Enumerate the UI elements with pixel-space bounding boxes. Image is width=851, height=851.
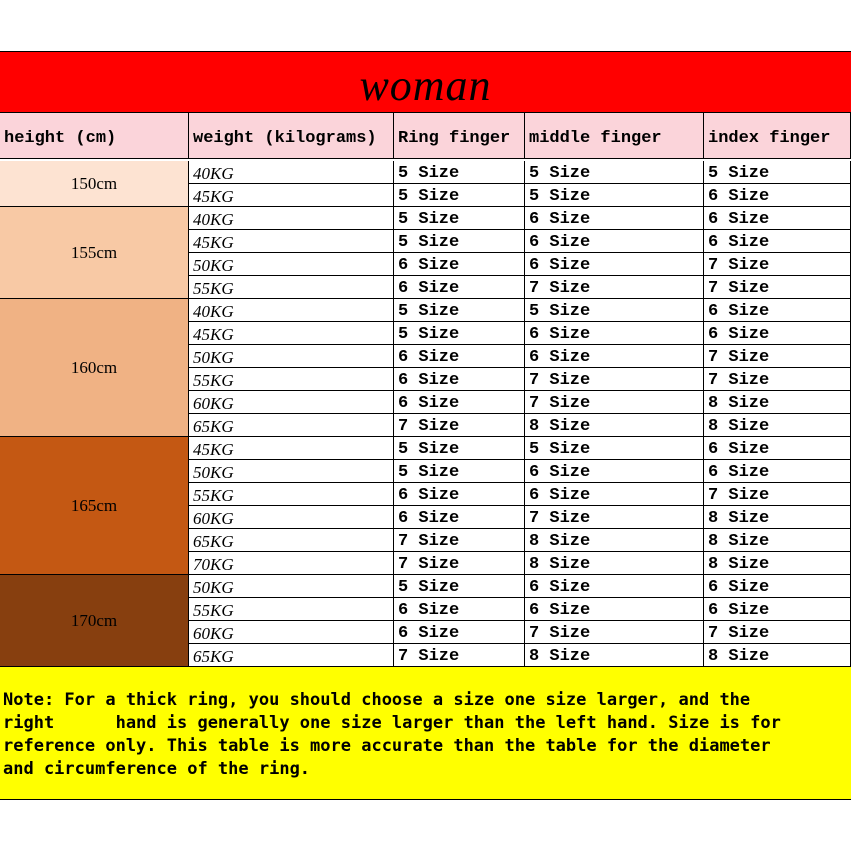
ring-finger-cell: 6 Size (394, 368, 525, 391)
weight-cell: 65KG (189, 529, 394, 552)
ring-finger-cell: 7 Size (394, 414, 525, 437)
index-finger-cell: 5 Size (704, 161, 851, 184)
index-finger-cell: 6 Size (704, 230, 851, 253)
ring-finger-cell: 7 Size (394, 529, 525, 552)
middle-finger-cell: 5 Size (525, 437, 704, 460)
weight-cell: 60KG (189, 506, 394, 529)
weight-cell: 70KG (189, 552, 394, 575)
index-finger-cell: 7 Size (704, 621, 851, 644)
index-finger-cell: 6 Size (704, 184, 851, 207)
table-row (189, 529, 851, 552)
height-group-cell: 160cm (0, 299, 189, 437)
index-finger-cell: 8 Size (704, 414, 851, 437)
index-finger-cell: 8 Size (704, 529, 851, 552)
ring-finger-cell: 5 Size (394, 207, 525, 230)
height-group-cell: 165cm (0, 437, 189, 575)
middle-finger-cell: 5 Size (525, 184, 704, 207)
ring-finger-cell: 5 Size (394, 184, 525, 207)
ring-finger-cell: 6 Size (394, 483, 525, 506)
ring-finger-cell: 6 Size (394, 598, 525, 621)
ring-finger-cell: 7 Size (394, 644, 525, 667)
table-row (189, 644, 851, 667)
middle-finger-cell: 5 Size (525, 161, 704, 184)
table-row (189, 552, 851, 575)
index-finger-cell: 6 Size (704, 299, 851, 322)
ring-finger-cell: 6 Size (394, 276, 525, 299)
chart-title: woman (359, 61, 492, 110)
table-row (189, 161, 851, 184)
height-group-cell: 150cm (0, 161, 189, 207)
weight-cell: 40KG (189, 299, 394, 322)
weight-cell: 50KG (189, 345, 394, 368)
middle-finger-cell: 6 Size (525, 460, 704, 483)
table-row (189, 506, 851, 529)
table-row (189, 207, 851, 230)
index-finger-cell: 7 Size (704, 276, 851, 299)
index-finger-cell: 6 Size (704, 437, 851, 460)
middle-finger-cell: 6 Size (525, 322, 704, 345)
weight-cell: 65KG (189, 644, 394, 667)
weight-cell: 55KG (189, 276, 394, 299)
index-finger-cell: 6 Size (704, 207, 851, 230)
middle-finger-cell: 8 Size (525, 414, 704, 437)
middle-finger-cell: 7 Size (525, 506, 704, 529)
weight-cell: 65KG (189, 414, 394, 437)
middle-finger-cell: 6 Size (525, 575, 704, 598)
weight-cell: 55KG (189, 598, 394, 621)
index-finger-cell: 7 Size (704, 253, 851, 276)
table-row (189, 483, 851, 506)
ring-finger-cell: 6 Size (394, 345, 525, 368)
table-row (189, 322, 851, 345)
header-index-finger: index finger (704, 113, 851, 159)
table-row (189, 253, 851, 276)
index-finger-cell: 6 Size (704, 598, 851, 621)
table-row (189, 598, 851, 621)
height-group-cell: 170cm (0, 575, 189, 667)
header-height: height (cm) (0, 113, 189, 159)
middle-finger-cell: 7 Size (525, 391, 704, 414)
middle-finger-cell: 6 Size (525, 345, 704, 368)
ring-finger-cell: 5 Size (394, 437, 525, 460)
weight-cell: 60KG (189, 391, 394, 414)
header-ring-finger: Ring finger (394, 113, 525, 159)
ring-finger-cell: 6 Size (394, 253, 525, 276)
ring-finger-cell: 5 Size (394, 322, 525, 345)
table-row (189, 621, 851, 644)
middle-finger-cell: 7 Size (525, 368, 704, 391)
middle-finger-cell: 6 Size (525, 483, 704, 506)
table-row (189, 437, 851, 460)
middle-finger-cell: 5 Size (525, 299, 704, 322)
weight-cell: 50KG (189, 460, 394, 483)
ring-finger-cell: 5 Size (394, 575, 525, 598)
middle-finger-cell: 8 Size (525, 552, 704, 575)
weight-cell: 40KG (189, 207, 394, 230)
weight-cell: 50KG (189, 253, 394, 276)
index-finger-cell: 6 Size (704, 575, 851, 598)
header-weight: weight (kilograms) (189, 113, 394, 159)
header-middle-finger: middle finger (525, 113, 704, 159)
weight-cell: 50KG (189, 575, 394, 598)
ring-finger-cell: 6 Size (394, 621, 525, 644)
ring-finger-cell: 5 Size (394, 460, 525, 483)
ring-finger-cell: 6 Size (394, 391, 525, 414)
weight-cell: 45KG (189, 437, 394, 460)
table-row (189, 276, 851, 299)
index-finger-cell: 8 Size (704, 644, 851, 667)
weight-cell: 40KG (189, 161, 394, 184)
ring-finger-cell: 5 Size (394, 230, 525, 253)
middle-finger-cell: 8 Size (525, 644, 704, 667)
middle-finger-cell: 6 Size (525, 598, 704, 621)
ring-finger-cell: 7 Size (394, 552, 525, 575)
index-finger-cell: 8 Size (704, 506, 851, 529)
ring-finger-cell: 5 Size (394, 299, 525, 322)
table-row (189, 345, 851, 368)
middle-finger-cell: 6 Size (525, 253, 704, 276)
table-row (189, 184, 851, 207)
weight-cell: 45KG (189, 184, 394, 207)
weight-cell: 55KG (189, 368, 394, 391)
table-row (189, 230, 851, 253)
table-row (189, 575, 851, 598)
index-finger-cell: 8 Size (704, 552, 851, 575)
table-header-row (0, 113, 851, 159)
note-text: Note: For a thick ring, you should choose a size one size larger, and the right hand is generally one size larger than the left hand. Size is for reference only. This table is more accurate than the table for the diameter and circumference of the ring. (3, 690, 781, 779)
index-finger-cell: 7 Size (704, 483, 851, 506)
ring-finger-cell: 5 Size (394, 161, 525, 184)
index-finger-cell: 7 Size (704, 368, 851, 391)
middle-finger-cell: 8 Size (525, 529, 704, 552)
table-row (189, 460, 851, 483)
index-finger-cell: 8 Size (704, 391, 851, 414)
weight-cell: 60KG (189, 621, 394, 644)
middle-finger-cell: 7 Size (525, 276, 704, 299)
middle-finger-cell: 6 Size (525, 230, 704, 253)
table-row (189, 368, 851, 391)
weight-cell: 45KG (189, 230, 394, 253)
index-finger-cell: 7 Size (704, 345, 851, 368)
index-finger-cell: 6 Size (704, 460, 851, 483)
table-row (189, 414, 851, 437)
middle-finger-cell: 7 Size (525, 621, 704, 644)
index-finger-cell: 6 Size (704, 322, 851, 345)
weight-cell: 55KG (189, 483, 394, 506)
table-row (189, 299, 851, 322)
height-group-cell: 155cm (0, 207, 189, 299)
middle-finger-cell: 6 Size (525, 207, 704, 230)
weight-cell: 45KG (189, 322, 394, 345)
ring-finger-cell: 6 Size (394, 506, 525, 529)
table-row (189, 391, 851, 414)
